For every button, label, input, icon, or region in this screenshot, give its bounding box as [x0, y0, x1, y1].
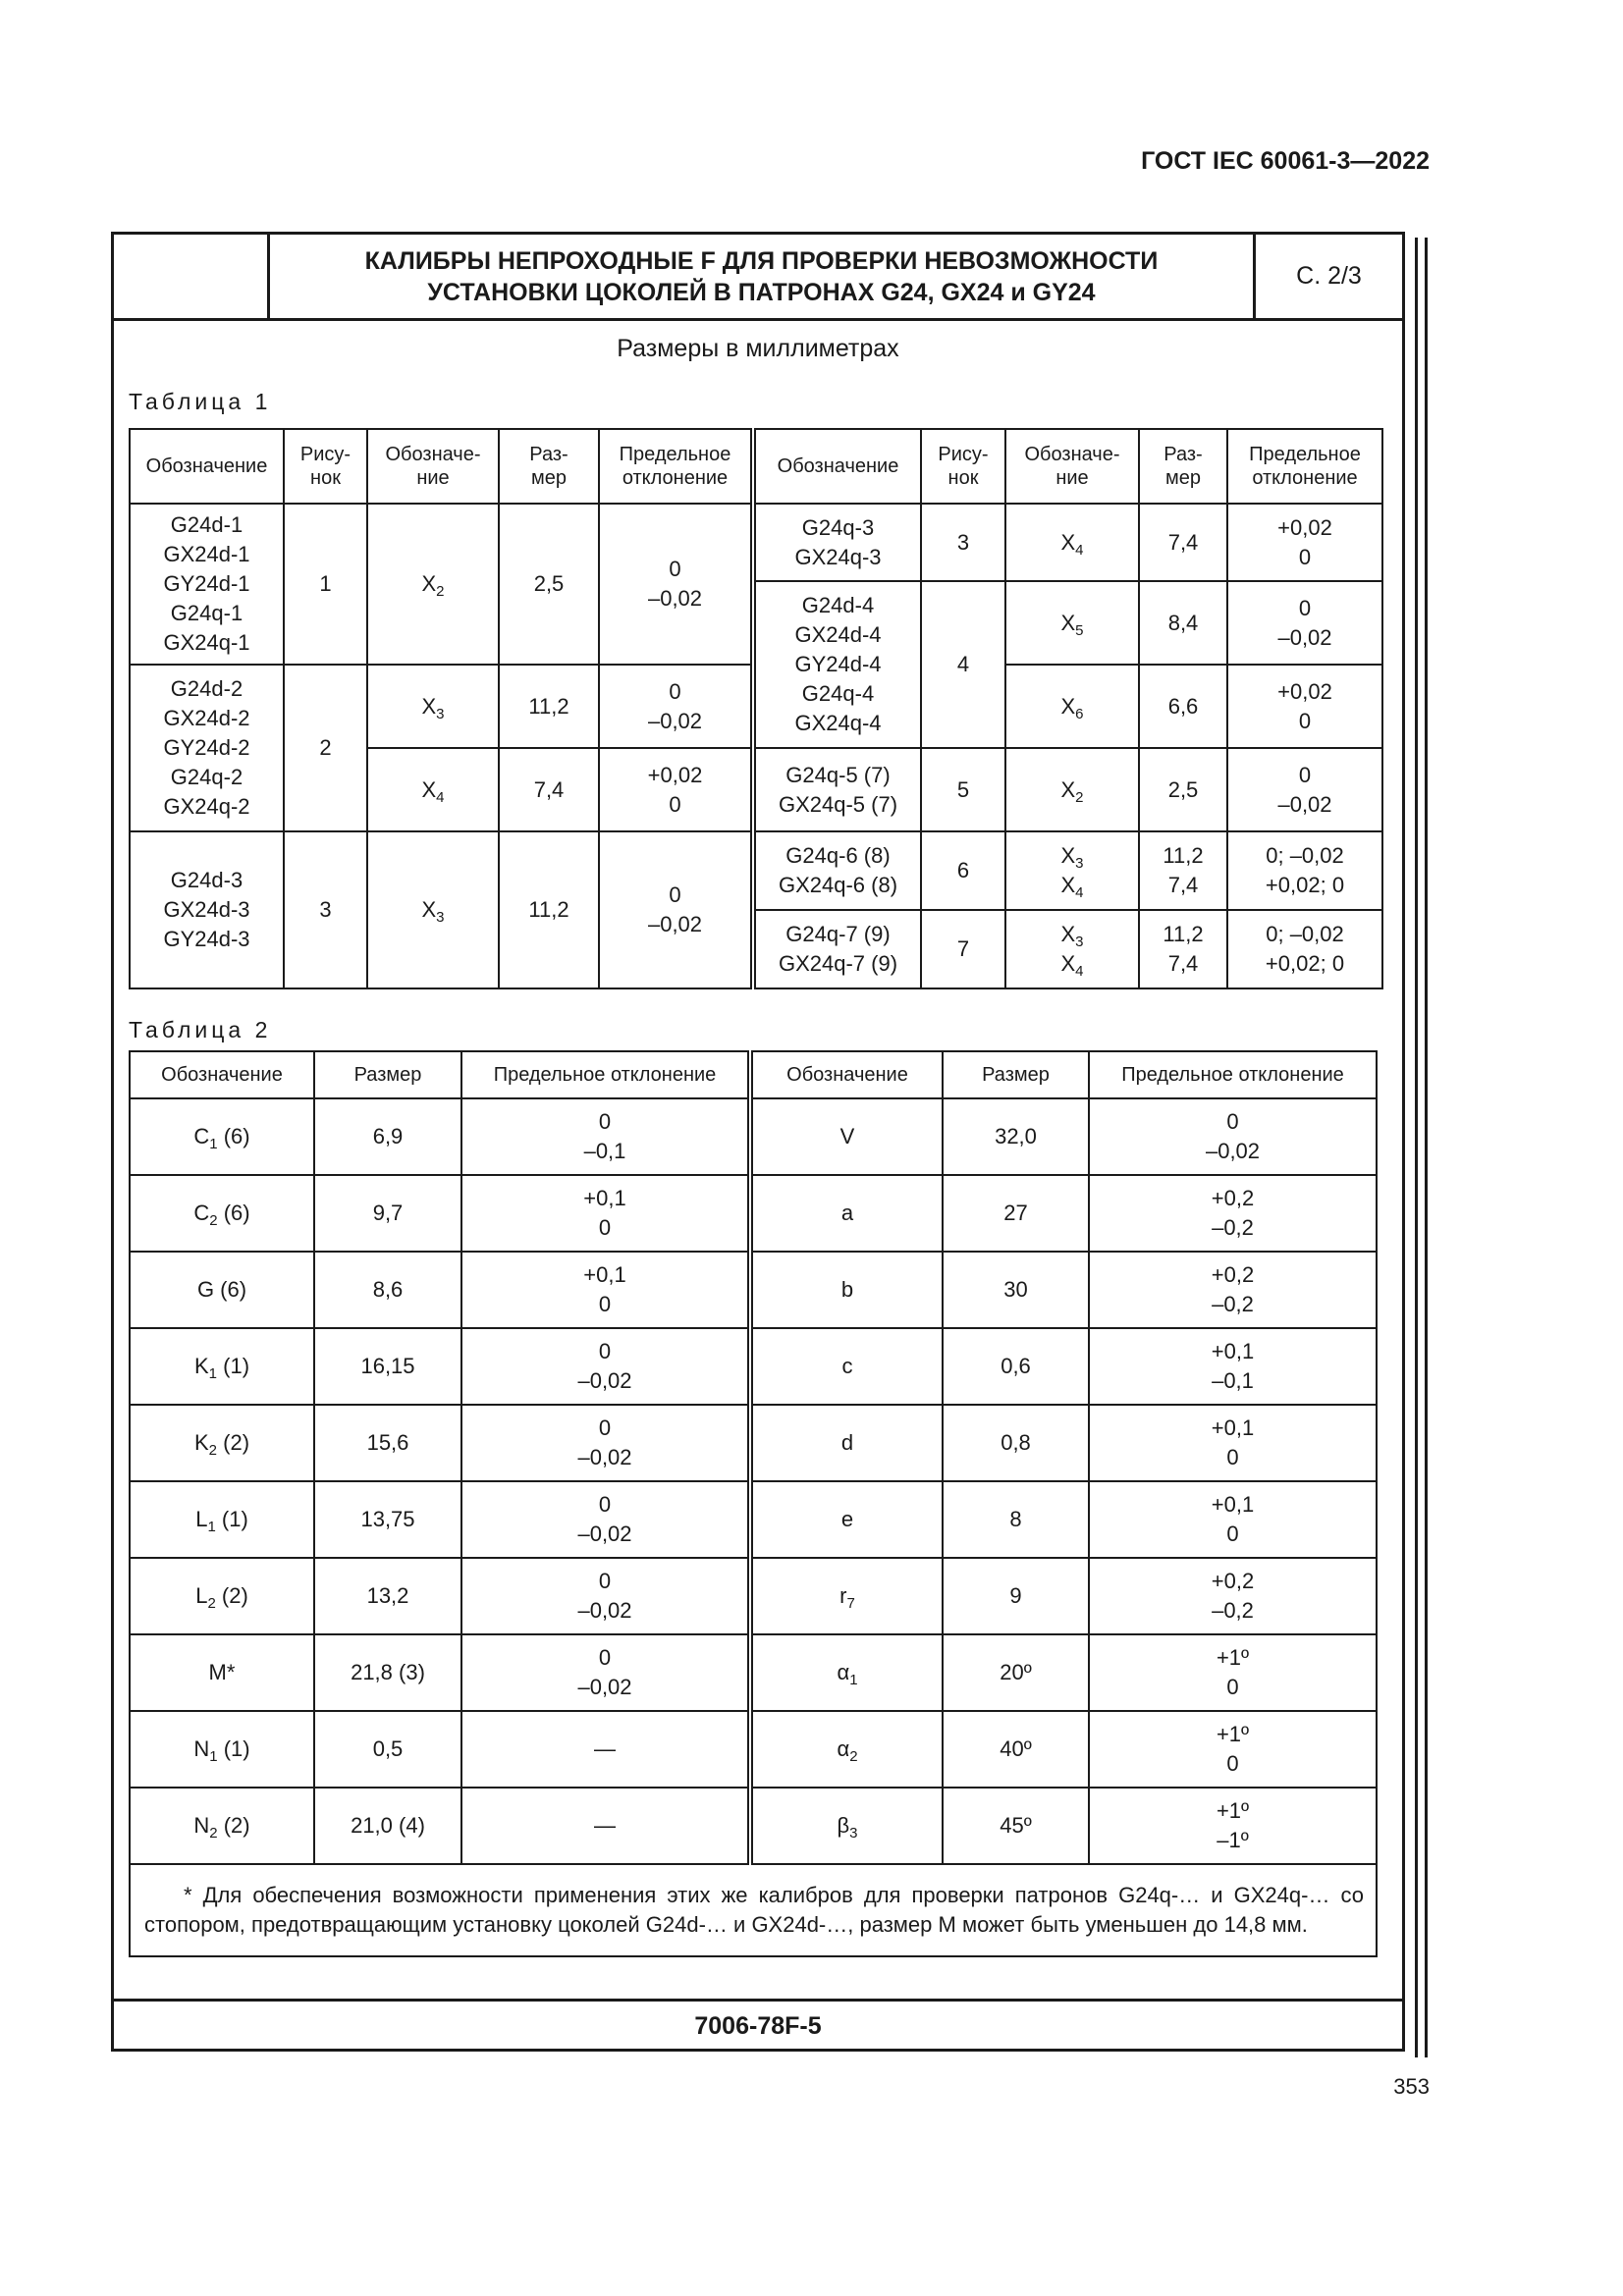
sheet-footer: 7006-78F-5: [114, 1999, 1402, 2052]
designation-cell: $C_2$ (6): [130, 1175, 314, 1252]
sheet-title: КАЛИБРЫ НЕПРОХОДНЫЕ F ДЛЯ ПРОВЕРКИ НЕВОЗМОЖНОСТИ УСТАНОВКИ ЦОКОЛЕЙ В ПАТРОНАХ G24, GX24 и GY24: [270, 235, 1256, 318]
deviation-cell: +0,02 0: [1227, 665, 1382, 748]
size-cell: 0,6: [943, 1328, 1089, 1405]
col-deviation: Предельное отклонение: [461, 1051, 750, 1098]
size-cell: 21,0 (4): [314, 1788, 461, 1864]
deviation-cell: 0; –0,02 +0,02; 0: [1227, 831, 1382, 910]
col-symbol: Обозначе- ние: [1005, 429, 1139, 504]
deviation-cell: 0 –0,02: [1089, 1098, 1377, 1175]
designation-cell: $N_2$ (2): [130, 1788, 314, 1864]
designation-cell: G24q-3 GX24q-3: [753, 504, 921, 581]
table-row: [130, 1558, 1377, 1634]
designation-cell: G24d-1 GX24d-1 GY24d-1 G24q-1 GX24q-1: [130, 504, 284, 665]
designation-cell: G24q-7 (9) GX24q-7 (9): [753, 910, 921, 988]
designation-cell: d: [750, 1405, 943, 1481]
designation-cell: c: [750, 1328, 943, 1405]
symbol-cell: $X_3$ $X_4$: [1005, 831, 1139, 910]
size-cell: 8,4: [1139, 581, 1227, 665]
figure-cell: 7: [921, 910, 1005, 988]
sheet-frame: [111, 232, 1405, 2052]
col-size: Раз- мер: [499, 429, 599, 504]
table-row: [130, 1711, 1377, 1788]
designation-cell: $N_1$ (1): [130, 1711, 314, 1788]
deviation-cell: 0 –0,02: [599, 665, 753, 748]
size-cell: 8,6: [314, 1252, 461, 1328]
deviation-cell: +1º 0: [1089, 1711, 1377, 1788]
designation-cell: $L_2$ (2): [130, 1558, 314, 1634]
table-2-body: [130, 1098, 1377, 1864]
size-cell: 6,9: [314, 1098, 461, 1175]
designation-cell: $K_1$ (1): [130, 1328, 314, 1405]
symbol-cell: $X_6$: [1005, 665, 1139, 748]
table-header-row: [130, 429, 1382, 504]
symbol-cell: $X_3$: [367, 831, 499, 988]
designation-cell: $K_2$ (2): [130, 1405, 314, 1481]
table-row: [130, 1252, 1377, 1328]
deviation-cell: 0; –0,02 +0,02; 0: [1227, 910, 1382, 988]
units-note: Размеры в миллиметрах: [617, 335, 899, 362]
symbol-cell: $X_4$: [1005, 504, 1139, 581]
size-cell: 0,5: [314, 1711, 461, 1788]
col-symbol: Обозначе- ние: [367, 429, 499, 504]
col-designation: Обозначение: [130, 1051, 314, 1098]
deviation-cell: 0 –0,02: [599, 504, 753, 665]
figure-cell: 6: [921, 831, 1005, 910]
size-cell: 9: [943, 1558, 1089, 1634]
table-row: [130, 831, 1382, 910]
table-row: [130, 504, 1382, 581]
col-deviation: Предельное отклонение: [1227, 429, 1382, 504]
size-cell: 32,0: [943, 1098, 1089, 1175]
size-cell: 2,5: [1139, 748, 1227, 831]
deviation-cell: +0,1 0: [1089, 1481, 1377, 1558]
designation-cell: $r_7$: [750, 1558, 943, 1634]
symbol-cell: $X_4$: [367, 748, 499, 831]
designation-cell: V: [750, 1098, 943, 1175]
size-cell: 7,4: [1139, 504, 1227, 581]
designation-cell: G24d-2 GX24d-2 GY24d-2 G24q-2 GX24q-2: [130, 665, 284, 831]
table-header-row: [130, 1051, 1377, 1098]
deviation-cell: +1º –1º: [1089, 1788, 1377, 1864]
symbol-cell: $X_3$ $X_4$: [1005, 910, 1139, 988]
deviation-cell: +0,1 0: [1089, 1405, 1377, 1481]
size-cell: 11,2 7,4: [1139, 831, 1227, 910]
col-figure: Рису- нок: [284, 429, 367, 504]
symbol-cell: $X_5$: [1005, 581, 1139, 665]
figure-cell: 5: [921, 748, 1005, 831]
designation-cell: $C_1$ (6): [130, 1098, 314, 1175]
footnote: * Для обеспечения возможности применения этих же калибров для проверки патронов G24q-… и GX24q-… со стопором, предотвращающим установку цоколей G24d-… и GX24d-…, размер М может быть уменьшен до 14,8 мм.: [130, 1864, 1377, 1956]
deviation-cell: 0 –0,02: [461, 1558, 750, 1634]
table-1: [129, 428, 1383, 989]
size-cell: 16,15: [314, 1328, 461, 1405]
footnote-row: [130, 1864, 1377, 1956]
deviation-cell: +1º 0: [1089, 1634, 1377, 1711]
deviation-cell: 0 –0,02: [461, 1634, 750, 1711]
designation-cell: $\alpha_2$: [750, 1711, 943, 1788]
col-deviation: Предельное отклонение: [599, 429, 753, 504]
figure-cell: 3: [921, 504, 1005, 581]
col-size: Раз- мер: [1139, 429, 1227, 504]
deviation-cell: 0 –0,02: [461, 1328, 750, 1405]
table-row: [130, 1405, 1377, 1481]
deviation-cell: 0 –0,02: [1227, 748, 1382, 831]
designation-cell: G24q-5 (7) GX24q-5 (7): [753, 748, 921, 831]
size-cell: 11,2: [499, 665, 599, 748]
size-cell: 20º: [943, 1634, 1089, 1711]
designation-cell: a: [750, 1175, 943, 1252]
deviation-cell: 0 –0,02: [461, 1405, 750, 1481]
table-row: [130, 1328, 1377, 1405]
deviation-cell: —: [461, 1788, 750, 1864]
deviation-cell: 0 –0,1: [461, 1098, 750, 1175]
deviation-cell: +0,1 0: [461, 1252, 750, 1328]
table-row: [130, 1175, 1377, 1252]
designation-cell: b: [750, 1252, 943, 1328]
size-cell: 30: [943, 1252, 1089, 1328]
deviation-cell: 0 –0,02: [1227, 581, 1382, 665]
deviation-cell: +0,2 –0,2: [1089, 1252, 1377, 1328]
size-cell: 11,2: [499, 831, 599, 988]
size-cell: 27: [943, 1175, 1089, 1252]
symbol-cell: $X_2$: [367, 504, 499, 665]
frame-rule: [1415, 238, 1418, 2057]
size-cell: 0,8: [943, 1405, 1089, 1481]
figure-cell: 2: [284, 665, 367, 831]
size-cell: 11,2 7,4: [1139, 910, 1227, 988]
deviation-cell: —: [461, 1711, 750, 1788]
size-cell: 40º: [943, 1711, 1089, 1788]
document-number: ГОСТ IEC 60061-3—2022: [1141, 147, 1430, 175]
col-size: Размер: [314, 1051, 461, 1098]
deviation-cell: 0 –0,02: [599, 831, 753, 988]
symbol-cell: $X_2$: [1005, 748, 1139, 831]
size-cell: 21,8 (3): [314, 1634, 461, 1711]
col-designation: Обозначение: [753, 429, 921, 504]
designation-cell: G24d-3 GX24d-3 GY24d-3: [130, 831, 284, 988]
table-row: [130, 1098, 1377, 1175]
designation-cell: M*: [130, 1634, 314, 1711]
frame-rule: [1425, 238, 1428, 2057]
size-cell: 2,5: [499, 504, 599, 665]
col-designation: Обозначение: [750, 1051, 943, 1098]
col-size: Размер: [943, 1051, 1089, 1098]
designation-cell: e: [750, 1481, 943, 1558]
figure-cell: 1: [284, 504, 367, 665]
designation-cell: G (6): [130, 1252, 314, 1328]
table-row: [130, 1481, 1377, 1558]
size-cell: 15,6: [314, 1405, 461, 1481]
deviation-cell: 0 –0,02: [461, 1481, 750, 1558]
designation-cell: $L_1$ (1): [130, 1481, 314, 1558]
col-deviation: Предельное отклонение: [1089, 1051, 1377, 1098]
deviation-cell: +0,02 0: [1227, 504, 1382, 581]
sheet-header: [114, 235, 1402, 321]
page-number: 353: [1393, 2074, 1430, 2099]
size-cell: 7,4: [499, 748, 599, 831]
deviation-cell: +0,02 0: [599, 748, 753, 831]
deviation-cell: +0,1 –0,1: [1089, 1328, 1377, 1405]
size-cell: 45º: [943, 1788, 1089, 1864]
symbol-cell: $X_3$: [367, 665, 499, 748]
table-row: [130, 1788, 1377, 1864]
sheet-number: С. 2/3: [1296, 262, 1362, 290]
table-row: [130, 1634, 1377, 1711]
size-cell: 13,2: [314, 1558, 461, 1634]
col-designation: Обозначение: [130, 429, 284, 504]
designation-cell: G24q-6 (8) GX24q-6 (8): [753, 831, 921, 910]
figure-cell: 3: [284, 831, 367, 988]
designation-cell: $\beta_3$: [750, 1788, 943, 1864]
table-2: [129, 1050, 1378, 1957]
deviation-cell: +0,2 –0,2: [1089, 1558, 1377, 1634]
size-cell: 6,6: [1139, 665, 1227, 748]
size-cell: 13,75: [314, 1481, 461, 1558]
deviation-cell: +0,1 0: [461, 1175, 750, 1252]
col-figure: Рису- нок: [921, 429, 1005, 504]
deviation-cell: +0,2 –0,2: [1089, 1175, 1377, 1252]
designation-cell: $\alpha_1$: [750, 1634, 943, 1711]
figure-cell: 4: [921, 581, 1005, 748]
designation-cell: G24d-4 GX24d-4 GY24d-4 G24q-4 GX24q-4: [753, 581, 921, 748]
size-cell: 9,7: [314, 1175, 461, 1252]
table1-caption: Таблица 1: [129, 389, 272, 414]
header-empty-cell: [114, 235, 270, 318]
size-cell: 8: [943, 1481, 1089, 1558]
table2-caption: Таблица 2: [129, 1017, 272, 1042]
